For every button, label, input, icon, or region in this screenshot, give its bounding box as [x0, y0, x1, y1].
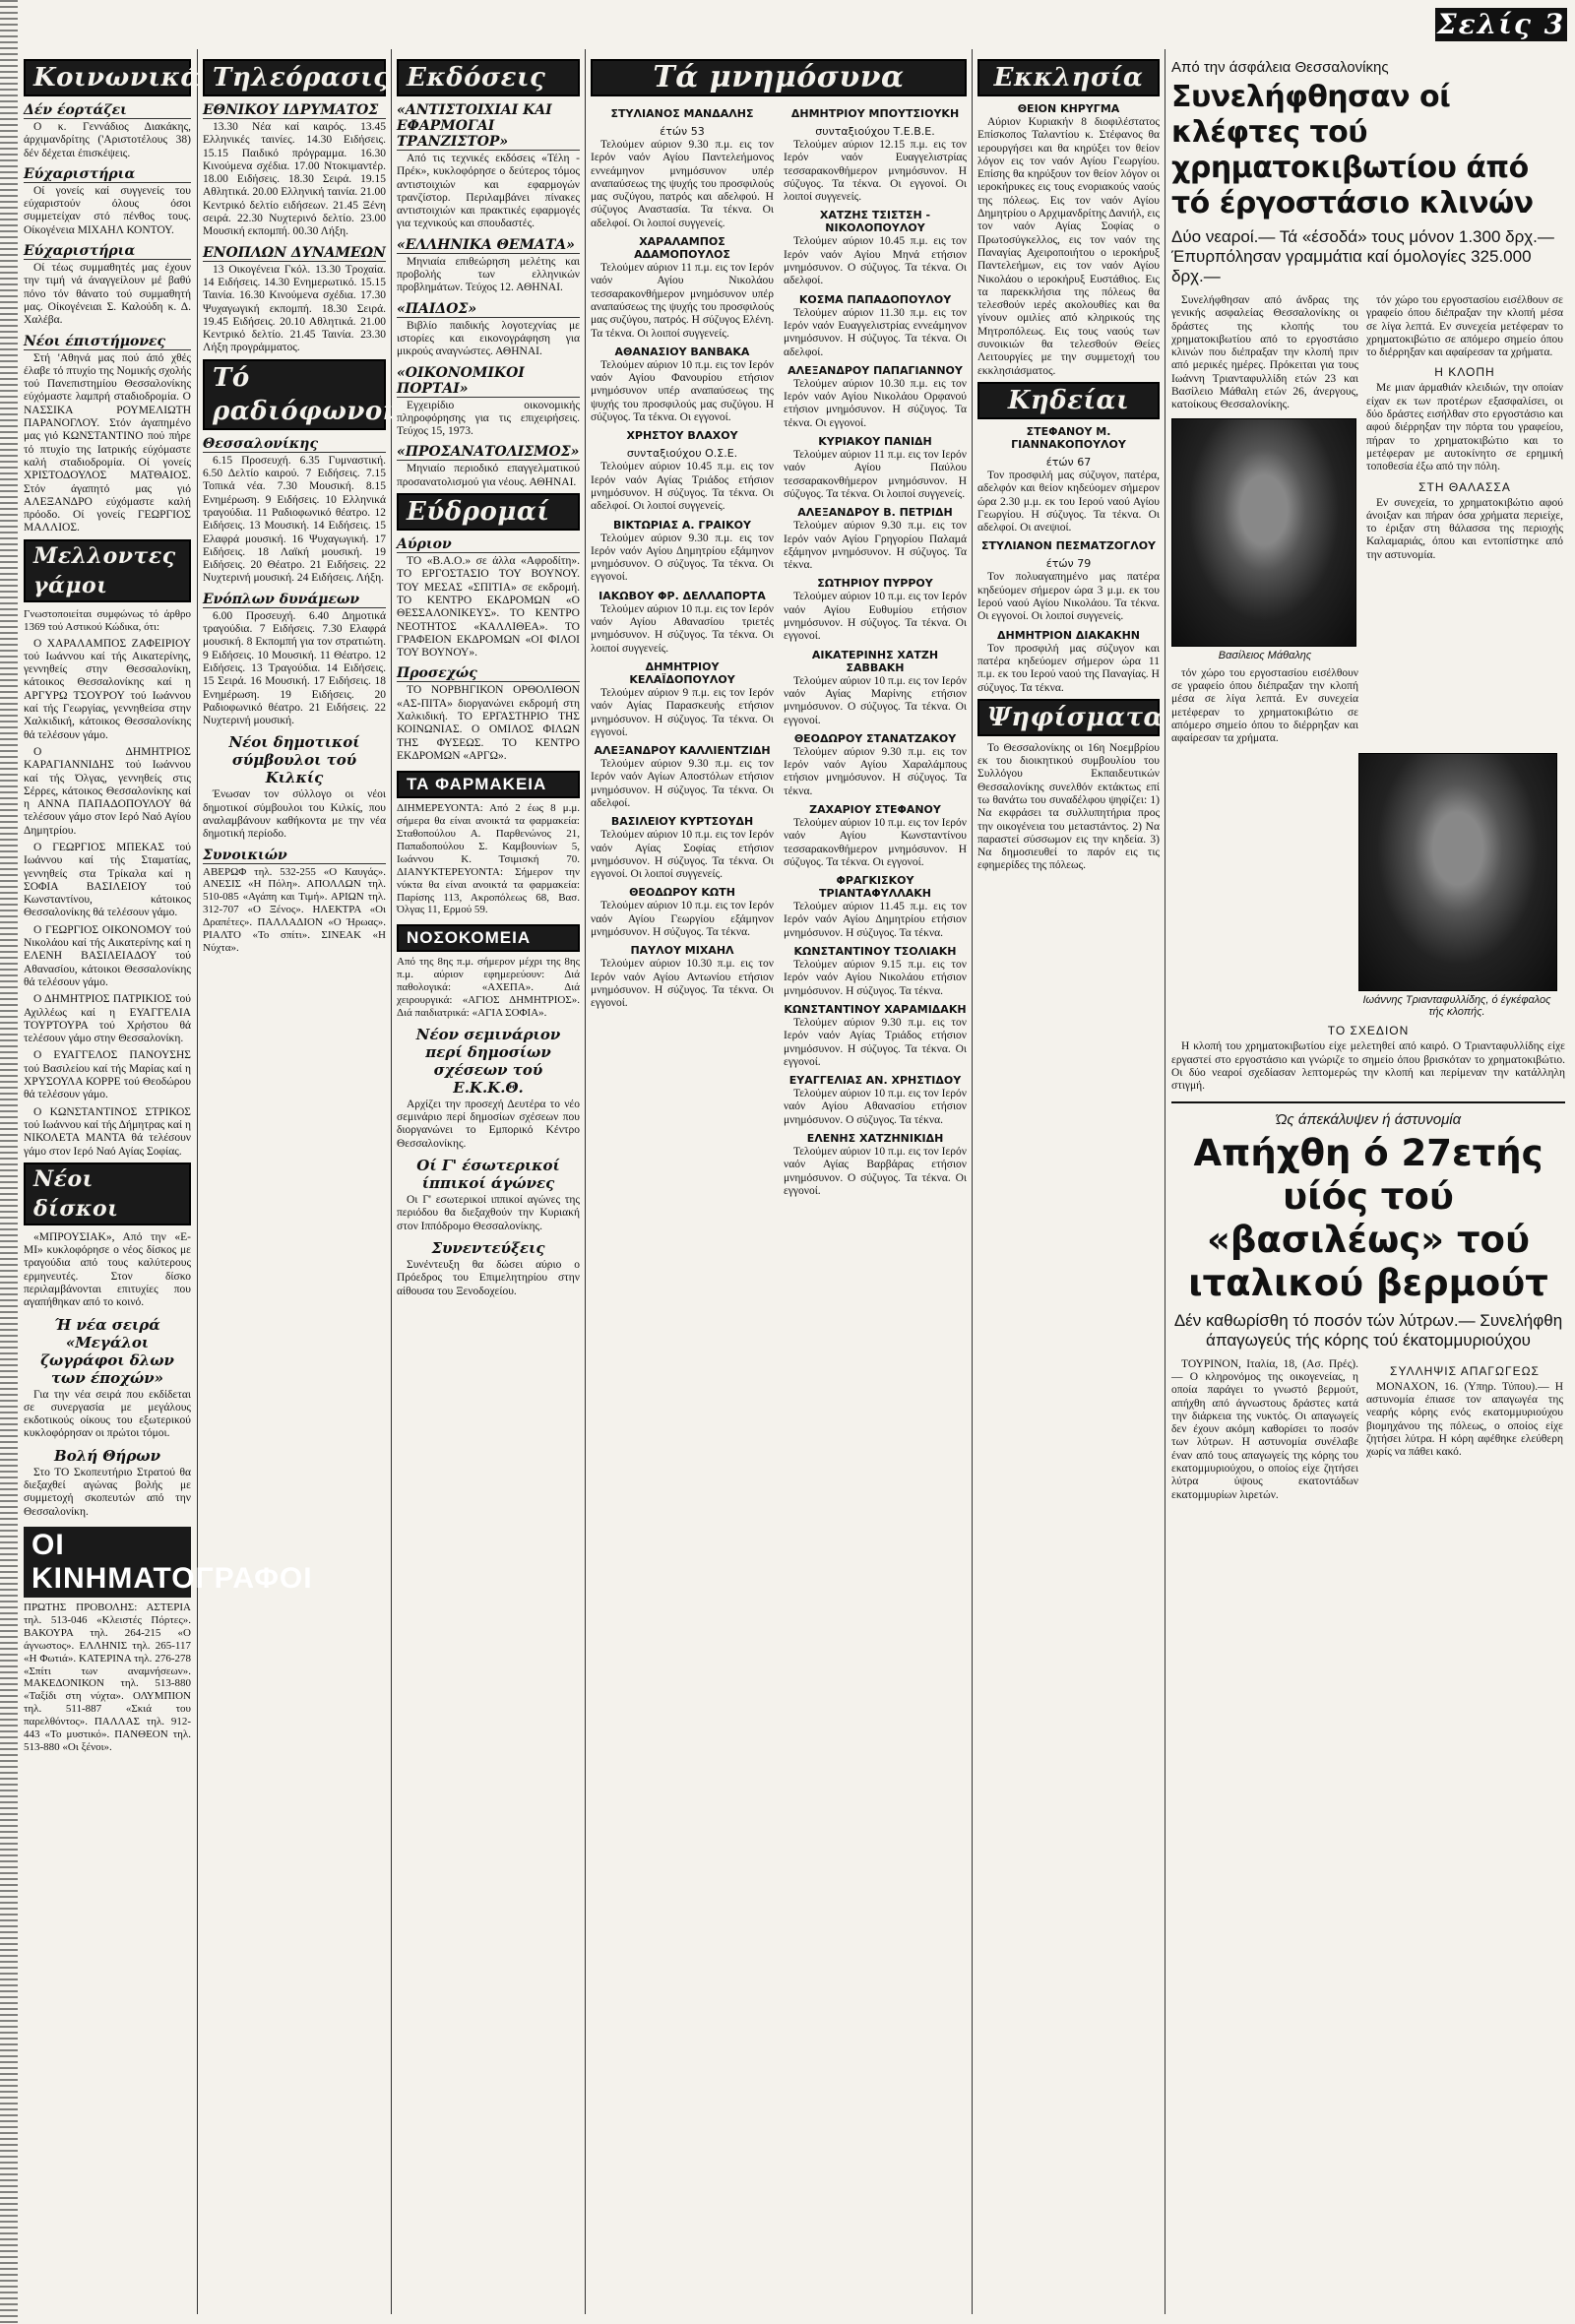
new-records-text: «ΜΠΡΟΥΣΙΑΚ», Από την «Ε-ΜΙ» κυκλοφόρησε ο νέος δίσκος με τραγούδια από τους καλύτερους ερμηνευτές. Στον δίσκο περιλαμβάνονται επιτυχίες που αγαπήθηκαν από το κοινό.	[24, 1230, 191, 1309]
section-subhead: «ΕΛΛΗΝΙΚΑ ΘΕΜΑΤΑ»	[397, 237, 580, 254]
article-divider	[1171, 1101, 1565, 1103]
section-head-publications: Εκδόσεις	[397, 59, 580, 96]
article-headline: Συνελήφθησαν οί κλέφτες τού χρηματοκιβωτίου άπό τό έργοστάσιο κλινών	[1171, 80, 1534, 220]
notice-text: Τελούμεν αύριον 11 π.μ. εις τον Ιερόν ναόν Αγίου Παύλου τεσσαρακονθήμερον μνημόσυνον. Η σύζυγος. Τα τέκνα. Οι λοιποί συγγενείς.	[784, 449, 967, 500]
article2-kicker: Ώς άπεκάλυψεν ή άστυνομία	[1275, 1110, 1462, 1128]
excursions-text-2: ΤΟ ΝΟΡΒΗΓΙΚΟΝ ΟΡΘΟΛΙΘΟΝ «ΑΣ-ΠΙΤΑ» διοργανώνει εκδρομή στη Χαλκιδική. ΤΟ ΕΡΓΑΣΤΗΡΙΟ ΤΗΣ ΚΟΙΝΩΝΙΑΣ. Ο ΟΜΙΛΟΣ ΦΙΛΩΝ ΤΗΣ ΦΥΣΕΩΣ. ΤΟ ΚΕΝΤΡΟ ΕΚΔΡΟΜΩΝ «ΑΡΓΩ».	[397, 684, 580, 762]
notice-text: Τελούμεν αύριον 10 π.μ. εις τον Ιερόν ναόν Αγίου Αθανασίου ετήσιον μνημόσυνον. Ο σύζυγος. Τα τέκνα.	[784, 1088, 967, 1126]
sermon-text: Αύριον Κυριακήν 8 διοφιλέστατος Επίσκοπος Ταλαντίου κ. Στέφανος θα ιερουργήσει και θα κηρύξει τον θείον λόγον εις τον ναόν Αγίου Γεωργίου. Επίσης θα κηρύξουν τον θείον λόγον οι ιεροκήρυκες εις τους ενοριακούς ναούς της πόλεως. Εις τον ναόν Αγίου Δημητρίου ο Αρχιμανδρίτης Δανιήλ, εις τον ναόν Αγίας Σοφίας ο Πρωτοσύγκελλος, εις τον ναόν της Παναγίας Αχειροποιήτου ο ιεροκήρυξ Παντελεήμων, εις τον ναόν Αγίου Νικολάου ο ιεροκήρυξ Ευστάθιος. Εις τα παρεκκλήσια της πόλεως θα τελεσθούν ιερές ακολουθίες και θα γίνουν ομιλίες από κληρικούς της Μητροπόλεως. Εις τους ναούς των συνοικιών θα τελεσθούν Θείες Λειτουργίες με την συμμετοχή του εκκλησιάσματος.	[977, 116, 1160, 377]
section-text: 6.00 Προσευχή. 6.40 Δημοτικά τραγούδια. 7 Ειδήσεις. 7.30 Ελαφρά μουσική. 8 Εκπομπή για τον στρατιώτη. 9 Ειδήσεις. 10 Μουσική. 11 Θέατρο. 12 Ειδήσεις. 13 Τραγούδια. 14 Ειδήσεις. 15 Σειρά. 16 Μουσική. 17 Ειδήσεις. 18 Ενημέρωση. 19 Ειδήσεις. 20 Ραδιοφωνικό θέατρο. 21 Ειδήσεις. 22 Νυχτερινή μουσική.	[203, 609, 386, 727]
subhead-plan: ΤΟ ΣΧΕΔΙΟΝ	[1327, 1024, 1410, 1038]
section-head-new-records: Νέοι δίσκοι	[24, 1162, 191, 1225]
publications-list	[397, 102, 580, 489]
section-head-weddings: Μελλοντες γάμοι	[24, 539, 191, 602]
article-kicker: Από την άσφάλεια Θεσσαλονίκης	[1171, 59, 1389, 76]
notice-age: έτών 79	[1045, 557, 1092, 571]
notice-name: ΔΗΜΗΤΡΙΟΝ ΔΙΑΚΑΚΗΝ	[996, 628, 1140, 642]
section-text: Στή 'Αθηνά μας πού άπό χθές έλαβε τό πτυχίο της Νομικής σχολής τού Πανεπιστημίου Θεσσαλονίκης εύχόμαστε λαμπρή σταδιοδρομία. Ο ΝΑΣΣΙΚΑ ΡΟΥΜΕΛΙΩΤΗ ΠΑΡΑΝΟΓΛΟΥ. Στόν άγαπημένο μας γιό ΚΩΝΣΤΑΝΤΙΝΟ πού πήρε τό πτυχίο της Ιατρικής εύχόμαστε καλή σταδιοδρομία. Οί γονείς ΧΡΙΣΤΟΔΟΥΛΟΣ ΜΑΤΘΑΙΟΣ. Στόν άγαπητό μας γιό ΑΛΕΞΑΝΔΡΟ εύχόμαστε καλή πρόοδο. Οί γονείς ΓΕΩΡΓΙΟΣ ΜΑΛΛΙΟΣ.	[24, 351, 191, 534]
section-head-social: Κοινωνικά	[24, 59, 191, 96]
article-body: τόν χώρο του εργοστασίου εισέλθουν σε γραφείο όπου διέπραξαν την κλοπή μέσα σε λίγα λεπτά. Εν συνεχεία μετέφεραν το χρηματοκιβώτιο σε απόμερο σημείο όπου το διέρρηξαν και αφαίρεσαν τα χρήματα.	[1171, 666, 1358, 745]
notice-text: Τελούμεν αύριον 9.30 π.μ. εις τον Ιερόν ναόν Αγίου Χαραλάμπους ετήσιον μνημόσυνον. Η σύζυγος. Τα τέκνα.	[784, 745, 967, 797]
theft-text: Με μιαν άρμαθιάν κλειδιών, την οποίαν είχαν εκ των προτέρων εξασφαλίσει, οι δύο δράστες εισήλθαν στο εργοστάσιο και αφού διέρρηξαν την πόρτα του γραφείου, πήραν το χρηματοκιβώτιο και το μετέφεραν με αυτοκίνητο σε ερημική τοποθεσία έξω από την πόλη.	[1366, 382, 1563, 473]
notice-age: έτών 67	[1045, 455, 1092, 469]
shooting-text: Στο ΤΟ Σκοπευτήριο Στρατού θα διεξαχθεί αγώνας βολής με συμμετοχή σκοπευτών από την Θεσσαλονίκη.	[24, 1466, 191, 1518]
weddings-list	[24, 638, 191, 1159]
social-sections	[24, 102, 191, 535]
notice-text: Τελούμεν αύριον 9.15 π.μ. εις τον Ιερόν ναόν Αγίου Νικολάου ετήσιον μνημόσυνον. Η σύζυγος. Τα τέκνα.	[784, 959, 967, 997]
article2-deck: Δέν καθωρίσθη τό ποσόν τών λύτρων.— Συνελήφθη άπαγωγεύς τής κόρης τού έκατομμυριούχου	[1173, 1310, 1563, 1350]
notice-name: ΕΥΑΓΓΕΛΙΑΣ ΑΝ. ΧΡΗΣΤΙΔΟΥ	[788, 1074, 962, 1088]
notice-name: ΣΤΥΛΙΑΝΟΝ ΠΕΣΜΑΤΖΟΓΛΟΥ	[980, 539, 1157, 553]
notice-text: Τελούμεν αύριον 9.30 π.μ. εις τον Ιερόν ναόν Αγίου Δημητρίου εξάμηνον μνημόσυνον. Ο σύζυγος. Τα τέκνα. Οι εγγονοί.	[591, 532, 774, 584]
notice-name: ΘΕΟΔΩΡΟΥ ΚΩΤΗ	[629, 886, 735, 900]
column-main-news	[1171, 59, 1565, 2316]
column-rule	[1165, 49, 1166, 2314]
notice-text: Τελούμεν αύριον 9 π.μ. εις τον Ιερόν ναόν Αγίας Παρασκευής ετήσιον μνημόσυνον. Η σύζυγος. Τα τέκνα. Οι εγγονοί.	[591, 686, 774, 738]
notice-name: ΚΟΣΜΑ ΠΑΠΑΔΟΠΟΥΛΟΥ	[798, 292, 952, 306]
suspect-photo-1	[1171, 418, 1356, 647]
notice-name: ΚΩΝΣΤΑΝΤΙΝΟΥ ΤΣΟΛΙΑΚΗ	[793, 945, 957, 959]
notice-text: Τελούμεν αύριον 10.45 π.μ. εις τον Ιερόν ναόν Αγίας Τριάδος ετήσιον μνημόσυνον. Η σύζυγος. Τα τέκνα. Οι αδελφοί. Οι λοιποί συγγενείς.	[591, 461, 774, 513]
notice-name: ΣΤΥΛΙΑΝΟΣ ΜΑΝΔΑΛΗΣ	[610, 107, 754, 120]
section-subhead: «ΠΡΟΣΑΝΑΤΟΛΙΣΜΟΣ»	[397, 444, 580, 461]
hospitals-head: ΝΟΣΟΚΟΜΕΙΑ	[397, 924, 580, 952]
hospitals-text: Από της 8ης π.μ. σήμερον μέχρι της 8ης π.μ. αύριον εφημερεύουν: Διά παθολογικά: «ΑΧΕΠΑ». Διά χειρουργικά: «ΑΓΙΟΣ ΔΗΜΗΤΡΙΟΣ». Διά παιδιατρικά: «ΑΓΙΑ ΣΟΦΙΑ».	[397, 956, 580, 1019]
notice-text: Τελούμεν αύριον 10 π.μ. εις τον Ιερόν ναόν Αγίου Αθανασίου τριετές μνημόσυνον. Η σύζυγος. Τα τέκνα. Οι λοιποί συγγενείς.	[591, 602, 774, 655]
notice-name: ΧΑΤΖΗΣ ΤΣΙΣΤΣΗ - ΝΙΚΟΛΟΠΟΥΛΟΥ	[819, 209, 931, 235]
weddings-intro: Γνωστοποιείται συμφώνως τό άρθρο 1369 τού Αστικού Κώδικα, ότι:	[24, 607, 191, 633]
notice-name: ΑΘΑΝΑΣΙΟΥ ΒΑΝΒΑΚΑ	[614, 345, 750, 358]
column-memorials	[591, 59, 967, 2316]
notice-text: Τελούμεν αύριον 11.30 π.μ. εις τον Ιερόν ναόν Ευαγγελιστρίας εννεάμηνον μνημόσυνον. Η σύζυγος. Τα τέκνα. Οι αδελφοί.	[784, 306, 967, 358]
sea-text: Εν συνεχεία, το χρηματοκιβώτιο αφού άνοιξαν και πήραν όσα χρήματα περιείχε, το έριξαν στη θάλασσα της περιοχής Καλαμαριάς, όπου και εντοπίστηκε από την αστυνομία.	[1366, 496, 1563, 561]
section-head-church: Εκκλησία	[977, 59, 1160, 96]
section-subhead: Θεσσαλονίκης	[203, 436, 386, 453]
notice-name: ΙΑΚΩΒΟΥ ΦΡ. ΔΕΛΛΑΠΟΡΤΑ	[598, 589, 766, 602]
section-subhead: Δέν έορτάζει	[24, 102, 191, 119]
notice-name: ΑΛΕΞΑΝΔΡΟΥ ΠΑΠΑΓΙΑΝΝΟΥ	[788, 363, 963, 377]
section-head-tv: Τηλεόρασις	[203, 59, 386, 96]
notice-name: ΑΛΕΞΑΝΔΡΟΥ ΚΑΛΛΙΕΝΤΖΙΔΗ	[594, 744, 771, 758]
article-deck: Δύο νεαροί.— Τά «έσοδά» τους μόνον 1.300 δρχ.— Έπυρπόλησαν γραμμάτια καί όμολογίες 325.000 δρχ.—	[1171, 227, 1554, 285]
article-lead: Συνελήφθησαν από άνδρας της γενικής ασφαλείας Θεσσαλονίκης οι δράστες της κλοπής του χρηματοκιβωτίου από το εργοστάσιο κλινών που διέπραξαν την κλοπή πριν από μερικές ημέρες. Πρόκειται για τους Ιωάννη Τριανταφυλλίδη ετών 23 και Βασίλειο Μάθαλη ετών 26, άνεργους, κατοίκους Θεσσαλονίκης.	[1171, 294, 1358, 411]
cinemas-head: ΟΙ ΚΙΝΗΜΑΤΟΓΡΑΦΟΙ	[24, 1527, 191, 1598]
wedding-notice: Ο ΓΕΩΡΓΙΟΣ ΟΙΚΟΝΟΜΟΥ τού Νικολάου καί τής Αικατερίνης καί η ΕΛΕΝΗ ΒΑΣΙΛΕΙΑΔΟΥ τού Αθανασίου, κάτοικοι Θεσσαλονίκης θά τελέσουν γάμο.	[24, 923, 191, 988]
notice-name: ΚΩΝΣΤΑΝΤΙΝΟΥ ΧΑΡΑΜΙΔΑΚΗ	[784, 1002, 967, 1016]
arrest-text: ΜΟΝΑΧΟΝ, 16. (Υπηρ. Τύπου).— Η αστυνομία έπιασε τον απαγωγέα της νεαρής κόρης ενός εκατομμυριούχου βιομηχάνου της πόλεως, ο οποίος είχε ζητήσει λύτρα. Η κόρη αφέθηκε ελεύθερη χωρίς να πάθει κακό.	[1366, 1380, 1563, 1459]
series-head: Ή νέα σειρά «Μεγάλοι ζωγράφοι δλων των έποχών»	[40, 1315, 174, 1387]
wedding-notice: Ο ΔΗΜΗΤΡΙΟΣ ΠΑΤΡΙΚΙΟΣ τού Αχιλλέως καί η ΕΥΑΓΓΕΛΙΑ ΤΟΥΡΤΟΥΡΑ τού Χρήστου θά τελέσουν γάμο στην Θεσσαλονίκη.	[24, 993, 191, 1045]
section-subhead: ΕΝΟΠΛΩΝ ΔΥΝΑΜΕΩΝ	[203, 244, 386, 261]
excursions-text: ΤΟ «Β.Α.Ο.» σε άλλα «Αφροδίτη». ΤΟ ΕΡΓΟΣΤΑΣΙΟ ΤΟΥ ΒΟΥΝΟΥ. ΤΟΥ ΜΕΣΑΣ «ΣΠΙΤΙΑ» σε εκδρομή. ΤΟ ΚΕΝΤΡΟ ΕΚΔΡΟΜΩΝ «Ο ΘΕΣΣΑΛΟΝΙΚΕΥΣ». ΤΟ ΚΕΝΤΡΟ ΝΕΟΤΗΤΟΣ «ΚΑΛΛΙΘΕΑ». ΤΟ ΓΡΑΦΕΙΟΝ ΕΚΔΡΟΜΩΝ «ΟΙ ΦΙΛΟΙ ΤΟΥ ΒΟΥΝΟΥ».	[397, 555, 580, 660]
column-publications	[397, 59, 580, 2316]
notice-text: Τον προσφιλή μας σύζυγον, πατέρα, αδελφόν και θείον κηδεύομεν σήμερον ώρα 2.30 μ.μ. εκ του Ιερού ναού Αγίου Γεωργίου. Η σύζυγος. Τα τέκνα. Οι αδελφοί. Οι ανεψιοί.	[977, 469, 1160, 534]
suspect-photo-1-caption: Βασίλειος Μάθαλης	[1218, 649, 1312, 661]
notice-name: ΧΡΗΣΤΟΥ ΒΛΑΧΟΥ	[626, 429, 738, 443]
shooting-head: Βολή Θήρων	[54, 1446, 160, 1465]
pharmacies-text: ΔΙΗΜΕΡΕΥΟΝΤΑ: Από 2 έως 8 μ.μ. σήμερα θα είναι ανοικτά τα φαρμακεία: Σταθοπούλου Α. Παρθενώνος 21, Παπαδοπούλου Σ. Καμβουνίων 5, Ιωάννου Κ. Τσιμισκή 70. ΔΙΑΝΥΚΤΕΡΕΥΟΝΤΑ: Σήμερον την νύκτα θα είναι ανοικτά τα φαρμακεία: Παρίσης 113, Ακροπόλεως 68, Βασ. Όλγας 11, Ερμού 59.	[397, 802, 580, 916]
councillors-head: Νέοι δημοτικοί σύμβουλοι τού Κιλκίς	[228, 733, 360, 787]
notice-text: Τελούμεν αύριον 10 π.μ. εις τον Ιερόν ναόν Αγίας Βαρβάρας ετήσιον μνημόσυνον. Ο σύζυγος. Τα τέκνα. Οι εγγονοί.	[784, 1146, 967, 1197]
column-rule	[972, 49, 973, 2314]
section-subhead: «ΠΑΙΔΟΣ»	[397, 301, 580, 318]
section-head-memorials: Τά μνημόσυνα	[591, 59, 967, 96]
notice-name: ΖΑΧΑΡΙΟΥ ΣΤΕΦΑΝΟΥ	[809, 802, 941, 816]
wedding-notice: Ο ΔΗΜΗΤΡΙΟΣ ΚΑΡΑΓΙΑΝΝΙΔΗΣ τού Ιωάννου καί τής Όλγας, γεννηθείς στις Σέρρες, κάτοικος Θεσσαλονίκης καί η ΑΝΝΑ ΠΑΠΑΔΟΠΟΥΛΟΥ θά τελέσουν γάμο στον Ιερό Ναό Αγίου Δημητρίου.	[24, 745, 191, 837]
section-text: 6.15 Προσευχή. 6.35 Γυμναστική. 6.50 Δελτίο καιρού. 7 Ειδήσεις. 7.15 Τοπικά νέα. 7.30 Μουσική. 8.15 Ενημέρωση. 9 Ειδήσεις. 10 Ελληνικά τραγούδια. 11 Ραδιοφωνικό θέατρο. 12 Ειδήσεις. 13 Μουσική. 14 Ειδήσεις. 15 Ελαφρά μουσική. 16 Ψυχαγωγική. 17 Ειδήσεις. 18 Λαϊκή μουσική. 19 Ειδήσεις. 20 Θέατρο. 21 Ειδήσεις. 22 Νυχτερινή μουσική. 24 Ειδήσεις. Λήξη.	[203, 454, 386, 585]
section-head-resolutions: Ψηφίσματα	[977, 699, 1160, 736]
councillors-text: Ένωσαν τον σύλλογο οι νέοι δημοτικοί σύμβουλοι του Κιλκίς, που αναλαμβάνουν καθήκοντα με την νέα δημοτική περίοδο.	[203, 788, 386, 841]
subhead-theft: Η ΚΛΟΠΗ	[1434, 365, 1495, 380]
notice-text: Τελούμεν αύριον 10 π.μ. εις τον Ιερόν ναόν Αγίου Κωνσταντίνου τεσσαρακονθήμερον μνημόσυνον. Η σύζυγος. Τα τέκνα. Οι εγγονοί.	[784, 816, 967, 868]
resolutions-text: Το Θεσσαλονίκης οι 16η Νοεμβρίου εκ του διοικητικού συμβουλίου του Συλλόγου Εκπαιδευτικών Θεσσαλονίκης συνελθόν εκτάκτως επί τω θανάτω του συναδέλφου ψηφίζει: 1) Να εκφράσει τα συλλυπητήρια προς την οικογένεια του μεταστάντος. 2) Να παραστεί σύσσωμον εις την κηδεία. 3) Να δημοσιευθεί το παρόν εις τις εφημερίδες της πόλεως.	[977, 741, 1160, 872]
memorials-list-a	[591, 102, 774, 1202]
section-head-excursions: Εύδρομαί	[397, 493, 580, 531]
notice-text: Τελούμεν αύριον 10 π.μ. εις τον Ιερόν ναόν Αγίου Φανουρίου ετήσιον μνημόσυνον υπέρ αναπαύσεως της ψυχής του προσφιλούς μας συζύγου. Η σύζυγος. Τα τέκνα. Οι εγγονοί.	[591, 358, 774, 424]
article2-body: ΤΟΥΡΙΝΟΝ, Ιταλία, 18, (Ασ. Πρές).— Ο κληρονόμος της οικογενείας, η οποία παράγει το γνωστό βερμούτ, απήχθη από άγνωστους δράστες κατά την διάρκεια της νυκτός. Οι απαγωγείς δεν έχουν ακόμη καθορίσει το ποσόν των λύτρων. Η αστυνομία συνέλαβε έναν από τους απαγωγείς της κόρης του εκατομμυριούχου, ο οποίος είχε ζητήσει λύτρα ύψους εκατοντάδων εκατομμυρίων λιρετών.	[1171, 1357, 1358, 1501]
notice-name: ΣΩΤΗΡΙΟΥ ΠΥΡΡΟΥ	[817, 577, 933, 591]
notice-text: Τελούμεν αύριον 10 π.μ. εις τον Ιερόν ναόν Αγίου Ευθυμίου ετήσιον μνημόσυνον. Η σύζυγος. Τα τέκνα. Οι εγγονοί.	[784, 591, 967, 643]
excursions-tomorrow: Αύριον	[397, 536, 580, 553]
notice-text: Τελούμεν αύριον 10.30 π.μ. εις τον Ιερόν ναόν Αγίου Νικολάου Ορφανού ετήσιον μνημόσυνον. Η σύζυγος. Τα τέκνα. Οι εγγονοί.	[784, 377, 967, 429]
sermon-title: ΘΕΙΟΝ ΚΗΡΥΓΜΑ	[1017, 102, 1120, 115]
notice-text: Τελούμεν αύριον 10.30 π.μ. εις τον Ιερόν ναόν Αγίου Αντωνίου ετήσιον μνημόσυνον. Η σύζυγος. Τα τέκνα. Οι εγγονοί.	[591, 958, 774, 1010]
section-subhead: Νέοι έπιστήμονες	[24, 334, 191, 350]
notice-text: Τελούμεν αύριον 11 π.μ. εις τον Ιερόν ναόν Αγίου Νικολάου τεσσαρακονθήμερον μνημόσυνον υπέρ αναπαύσεως της ψυχής του προσφιλούς μας συζύγου, πατρός. Η σύζυγος Ελένη. Τα τέκνα. Οι λοιποί συγγενείς.	[591, 262, 774, 340]
suspect-photo-2	[1358, 753, 1557, 991]
notice-text: Τον πολυαγαπημένο μας πατέρα κηδεύομεν σήμερον ώρα 3 μ.μ. εκ του Ιερού ναού Αγίου Νικολάου. Τα τέκνα. Οι εγγονοί. Οι λοιποί συγγενείς.	[977, 571, 1160, 623]
notice-age: έτών 53	[660, 125, 705, 138]
section-text: Βιβλίο παιδικής λογοτεχνίας με ιστορίες και εικονογράφηση για μικρούς αναγνώστες. ΑΘΗΝΑΙ.	[397, 319, 580, 358]
notice-name: ΧΑΡΑΛΑΜΠΟΣ ΑΔΑΜΟΠΟΥΛΟΣ	[634, 235, 730, 262]
notice-name: ΠΑΥΛΟΥ ΜΙΧΑΗΛ	[630, 944, 734, 958]
section-text: Μηνιαία επιθεώρηση μελέτης και προβολής των ελληνικών προβλημάτων. Τεύχος 12. ΑΘΗΝΑΙ.	[397, 255, 580, 294]
horse-races-text: Οι Γ' εσωτερικοί ιππικοί αγώνες της περιόδου θα διεξαχθούν την Κυριακή στον Ιππόδρομο Θεσσαλονίκης.	[397, 1194, 580, 1232]
section-subhead: Εύχαριστήρια	[24, 166, 191, 183]
adjacent-page-edge	[0, 0, 18, 2324]
horse-races-head: Οί Γ' έσωτερικοί ίππικοί άγώνες	[416, 1157, 560, 1193]
notice-text: Τελούμεν αύριον 10.45 π.μ. εις τον Ιερόν ναόν Αγίου Μηνά ετήσιον μνημόσυνον. Ο σύζυγος. Τα τέκνα. Οι αδελφοί.	[784, 235, 967, 287]
section-subhead: «ΑΝΤΙΣΤΟΙΧΙΑΙ ΚΑΙ ΕΦΑΡΜΟΓΑΙ ΤΡΑΝΖΙΣΤΟΡ»	[397, 102, 580, 151]
notice-name: ΑΛΕΞΑΝΔΡΟΥ Β. ΠΕΤΡΙΔΗ	[797, 506, 953, 520]
section-text: Μηνιαίο περιοδικό επαγγελματικού προσανατολισμού για νέους. ΑΘΗΝΑΙ.	[397, 463, 580, 488]
notice-text: Τελούμεν αύριον 9.30 π.μ. εις τον Ιερόν ναόν Αγίας Τριάδος ετήσιον μνημόσυνον. Η σύζυγος. Τα τέκνα. Οι εγγονοί.	[784, 1016, 967, 1068]
cinemas-text: ΠΡΩΤΗΣ ΠΡΟΒΟΛΗΣ: ΑΣΤΕΡΙΑ τηλ. 513-046 «Κλειστές Πόρτες». ΒΑΚΟΥΡΑ τηλ. 264-215 «Ο άγνωστος». ΕΛΛΗΝΙΣ τηλ. 265-117 «Η Φωτιά». ΚΑΤΕΡΙΝΑ τηλ. 276-278 «Σπίτι των αναμνήσεων». ΜΑΚΕΔΟΝΙΚΟΝ τηλ. 513-880 «Ταξίδι στη νύχτα». ΟΛΥΜΠΙΟΝ τηλ. 511-887 «Σκιά του παρελθόντος». ΠΑΛΛΑΣ τηλ. 912-443 «Το μυστικό». ΠΑΝΘΕΟΝ τηλ. 513-880 «Οι ξένοι».	[24, 1601, 191, 1753]
series-text: Για την νέα σειρά που εκδίδεται σε συνεργασία με μεγάλους εκδοτικούς οίκους του εξωτερικού κυκλοφόρησαν οι πρώτοι τόμοι.	[24, 1388, 191, 1440]
tv-listings	[203, 102, 386, 355]
notice-name: ΣΤΕΦΑΝΟΥ Μ. ΓΙΑΝΝΑΚΟΠΟΥΛΟΥ	[1011, 424, 1126, 451]
notice-text: Τελούμεν αύριον 9.30 π.μ. εις τον Ιερόν ναόν Αγίου Γρηγορίου Παλαμά εξάμηνον μνημόσυνον. Η σύζυγος. Τα τέκνα.	[784, 520, 967, 572]
column-tv-radio	[203, 59, 402, 2316]
column-church	[977, 59, 1164, 2316]
section-text: Οί γονείς καί συγγενείς του εύχαριστούν όλους όσοι συμμετείχαν στό πένθος τους. Οίκογένεια ΜΙΧΑΗΛ ΚΟΝΤΟΥ.	[24, 184, 191, 236]
section-subhead: Εύχαριστήρια	[24, 243, 191, 260]
subhead-arrest: ΣΥΛΛΗΨΙΣ ΑΠΑΓΩΓΕΩΣ	[1390, 1363, 1540, 1378]
excursions-upcoming: Προσεχώς	[397, 665, 580, 682]
column-rule	[585, 49, 586, 2314]
section-text: Ο κ. Γεννάδιος Διακάκης, άρχιμανδρίτης ('Αριστοτέλους 38) δέν δέχεται έπισκέψεις.	[24, 121, 191, 159]
notice-name: ΒΙΚΤΩΡΙΑΣ Α. ΓΡΑΙΚΟΥ	[613, 518, 751, 532]
section-subhead: Ενόπλων δυνάμεων	[203, 592, 386, 608]
section-subhead: «ΟΙΚΟΝΟΜΙΚΟΙ ΠΟΡΤΑΙ»	[397, 365, 580, 398]
subhead-sea: ΣΤΗ ΘΑΛΑΣΣΑ	[1418, 479, 1511, 494]
wedding-notice: Ο ΚΩΝΣΤΑΝΤΙΝΟΣ ΣΤΡΙΚΟΣ τού Ιωάννου καί τής Δήμητρας καί η ΝΙΚΟΛΕΤΑ ΜΑΝΤΑ θά τελέσουν γάμο στον Ιερό Ναό Αγίας Σοφίας.	[24, 1105, 191, 1158]
memorials-list-b	[784, 102, 967, 1202]
interviews-text: Συνέντευξη θα δώσει αύριο ο Πρόεδρος του Επιμελητηρίου στην αίθουσα του Ξενοδοχείου.	[397, 1258, 580, 1297]
notice-name: ΚΥΡΙΑΚΟΥ ΠΑΝΙΔΗ	[818, 435, 932, 449]
suspect-photo-2-caption: Ιωάννης Τριανταφυλλίδης, ό έγκέφαλος τής κλοπής.	[1362, 994, 1551, 1019]
column-rule	[391, 49, 392, 2314]
notice-text: Τελούμεν αύριον 11.45 π.μ. εις τον Ιερόν ναόν Αγίου Δημητρίου ετήσιον μνημόσυνον. Η σύζυγος. Τα τέκνα.	[784, 901, 967, 939]
wedding-notice: Ο ΕΥΑΓΓΕΛΟΣ ΠΑΝΟΥΣΗΣ τού Βασιλείου καί τής Μαρίας καί η ΧΡΥΣΟΥΛΑ ΚΟΡΡΕ τού Θεοδώρου θά τελέσουν γάμο.	[24, 1049, 191, 1101]
plan-text: Η κλοπή του χρηματοκιβωτίου είχε μελετηθεί από καιρό. Ο Τριανταφυλλίδης είχε εργαστεί στο εργοστάσιο και γνώριζε το σημείο όπου βρισκόταν το χρηματοκιβώτιο. Οι δύο νεαροί σχεδίασαν λεπτομερώς την κλοπή και περίμεναν την κατάλληλη στιγμή.	[1171, 1040, 1565, 1093]
section-text: Οί τέως συμμαθητές μας έχουν την τιμή νά άναγγείλουν μέ βαθύ πόνο τόν θάνατο τού συμμαθητή μας. Οίκογένειαι Σ. Καλούδη κ. Δ. Χαλέβα.	[24, 262, 191, 327]
neighbourhood-cinemas-text: ΑΒΕΡΩΦ τηλ. 532-255 «Ο Καυγάς». ΑΝΕΣΙΣ «Η Πόλη». ΑΠΟΛΛΩΝ τηλ. 510-085 «Αγάπη και Τιμή». ΑΡΙΩΝ τηλ. 312-707 «Ο Ξένος». ΗΛΕΚΤΡΑ «Οι Δραπέτες». ΠΑΛΛΑΔΙΟΝ «Ο Ήρωας». ΡΙΑΛΤΟ «Το σπίτι». ΣΙΝΕΑΚ «Η Νύχτα».	[203, 865, 386, 955]
seminar-text: Αρχίζει την προσεχή Δευτέρα το νέο σεμινάριο περί δημοσίων σχέσεων που διοργανώνει το Εμπορικό Κέντρο Θεσσαλονίκης.	[397, 1098, 580, 1150]
wedding-notice: Ο ΓΕΩΡΓΙΟΣ ΜΠΕΚΑΣ τού Ιωάννου καί τής Σταματίας, γεννηθείς στα Τρίκαλα καί η ΣΟΦΙΑ ΒΑΣΙΛΕΙΟΥ τού Κωνσταντίνου, κάτοικος Θεσσαλονίκης θά τελέσουν γάμο.	[24, 841, 191, 919]
pharmacies-head: ΤΑ ΦΑΡΜΑΚΕΙΑ	[397, 771, 580, 798]
notice-text: Τελούμεν αύριον 10 π.μ. εις τον Ιερόν ναόν Αγίας Μαρίνης ετήσιον μνημόσυνον. Ο σύζυγος. Τα τέκνα. Οι εγγονοί.	[784, 674, 967, 726]
notice-name: ΑΙΚΑΤΕΡΙΝΗΣ ΧΑΤΖΗ ΣΑΒΒΑΚΗ	[811, 648, 939, 674]
notice-text: Τελούμεν αύριον 9.30 π.μ. εις τον Ιερόν ναόν Αγίων Αποστόλων ετήσιον μνημόσυνον. Η σύζυγος. Τα τέκνα. Οι αδελφοί.	[591, 758, 774, 809]
page-number-badge: Σελίς 3	[1436, 8, 1566, 40]
notice-name: ΔΗΜΗΤΡΙΟΥ ΚΕΛΑΪΔΟΠΟΥΛΟΥ	[629, 660, 735, 686]
notice-text: Τελούμεν αύριον 9.30 π.μ. εις τον Ιερόν ναόν Αγίου Παντελεήμονος εννεάμηνον μνημόσυνον υπέρ αναπαύσεως της ψυχής του προσφιλούς μας συζύγου, πατρός και αδελφού. Η σύζυγος Αναστασία. Τα τέκνα. Οι αδελφοί. Οι λοιποί συγγενείς.	[591, 139, 774, 229]
seminar-head: Νέον σεμινάριον περί δημοσίων σχέσεων τού Ε.Κ.Κ.Θ.	[415, 1025, 561, 1097]
notice-name: ΒΑΣΙΛΕΙΟΥ ΚΥΡΤΣΟΥΔΗ	[610, 815, 754, 829]
wedding-notice: Ο ΧΑΡΑΛΑΜΠΟΣ ΖΑΦΕΙΡΙΟΥ τού Ιωάννου καί τής Αικατερίνης, γεννηθείς στην Θεσσαλονίκη, κάτοικος Θεσσαλονίκης καί η ΑΡΓΥΡΩ ΤΣΟΥΡΟΥ τού Ιωάννου καί τής Γεωργίας, γεννηθείσα στην Χαλκιδική, κάτοικος Θεσσαλονίκης θά τελέσουν γάμο.	[24, 637, 191, 741]
notice-text: Τελούμεν αύριον 10 π.μ. εις τον Ιερόν ναόν Αγίου Γεωργίου εξάμηνον μνημόσυνον. Η σύζυγος. Τα τέκνα.	[591, 900, 774, 939]
notice-name: ΦΡΑΓΚΙΣΚΟΥ ΤΡΙΑΝΤΑΦΥΛΛΑΚΗ	[819, 874, 931, 901]
notice-text: Τελούμεν αύριον 10 π.μ. εις τον Ιερόν ναόν Αγίας Σοφίας ετήσιον μνημόσυνον. Η σύζυγος. Τα τέκνα. Οι εγγονοί. Οι λοιποί συγγενείς.	[591, 829, 774, 881]
section-text: Από τις τεχνικές εκδόσεις «Τέλη - Πρέκ», κυκλοφόρησε ο δεύτερος τόμος αντιστοιχιών και εφαρμογών τρανζίστορ. Περιλαμβάνει πίνακες αντιστοιχιών και πρακτικές εφαρμογές για τεχνικούς και σπουδαστές.	[397, 153, 580, 230]
interviews-head: Συνεντεύξεις	[431, 1238, 545, 1257]
radio-listings	[203, 436, 386, 728]
notice-name: ΔΗΜΗΤΡΙΟΥ ΜΠΟΥΤΣΙΟΥΚΗ	[790, 107, 960, 120]
notice-text: Τελούμεν αύριον 12.15 π.μ. εις τον Ιερόν ναόν Ευαγγελιστρίας τεσσαρακονθήμερον μνημόσυνον. Η σύζυγος. Τα τέκνα. Οι εγγονοί. Οι λοιποί συγγενείς.	[784, 139, 967, 204]
notice-age: συνταξιούχου Ο.Σ.Ε.	[626, 447, 738, 461]
neighbourhood-cinemas-head: Συνοικιών	[203, 848, 386, 864]
section-text: Εγχειρίδιο οικονομικής πληροφόρησης για τις επιχειρήσεις. Τεύχος 15, 1973.	[397, 399, 580, 438]
section-head-radio: Τό ραδιόφωνον	[203, 359, 386, 430]
notice-age: συνταξιούχου Τ.Ε.Β.Ε.	[815, 125, 935, 138]
notice-name: ΘΕΟΔΩΡΟΥ ΣΤΑΝΑΤΖΑΚΟΥ	[793, 731, 957, 745]
article-body-cont: τόν χώρο του εργοστασίου εισέλθουν σε γραφείο όπου διέπραξαν την κλοπή μέσα σε λίγα λεπτά. Εν συνεχεία μετέφεραν το χρηματοκιβώτιο σε απόμερο σημείο όπου το διέρρηξαν και αφαίρεσαν τα χρήματα.	[1366, 294, 1563, 359]
notice-text: Τον προσφιλή μας σύζυγον και πατέρα κηδεύομεν σήμερον ώρα 11 π.μ. εκ του Ιερού ναού της Παναγίας. Η σύζυγος. Τα τέκνα.	[977, 642, 1160, 694]
article2-headline: Απήχθη ό 27ετής υίός τού «βασιλέως» τού ιταλικού βερμούτ	[1188, 1131, 1548, 1304]
section-head-funerals: Κηδείαι	[977, 382, 1160, 419]
section-text: 13 Οικογένεια Γκόλ. 13.30 Τροχαία. 14 Ειδήσεις. 14.30 Ενημερωτικό. 15.15 Ταινία. 16.30 Κινούμενα σχέδια. 17.30 Ψυχαγωγική εκπομπή. 18.30 Σειρά. 19.45 Ειδήσεις. 20.10 Αθλητικά. 21.00 Κεντρικό δελτίο. 21.45 Ταινία. 23.30 Λήξη προγράμματος.	[203, 263, 386, 354]
funerals-list	[977, 425, 1160, 695]
notice-name: ΕΛΕΝΗΣ ΧΑΤΖΗΝΙΚΙΔΗ	[806, 1132, 944, 1146]
column-rule	[197, 49, 198, 2314]
section-text: 13.30 Νέα καί καιρός. 13.45 Ελληνικές ταινίες. 14.30 Ειδήσεις. 15.15 Παιδικό πρόγραμμα. 16.30 Κινούμενα σχέδια. 17.00 Ντοκιμαντέρ. 18.00 Ειδήσεις. 18.30 Σειρά. 19.15 Αθλητικά. 20.00 Ελληνική ταινία. 21.00 Κεντρικό δελτίο ειδήσεων. 21.45 Ξένη σειρά. 22.30 Νυχτερινό δελτίο. 23.00 Μουσική εκπομπή. 00.30 Λήξη.	[203, 121, 386, 238]
section-subhead: ΕΘΝΙΚΟΥ ΙΔΡΥΜΑΤΟΣ	[203, 102, 386, 119]
